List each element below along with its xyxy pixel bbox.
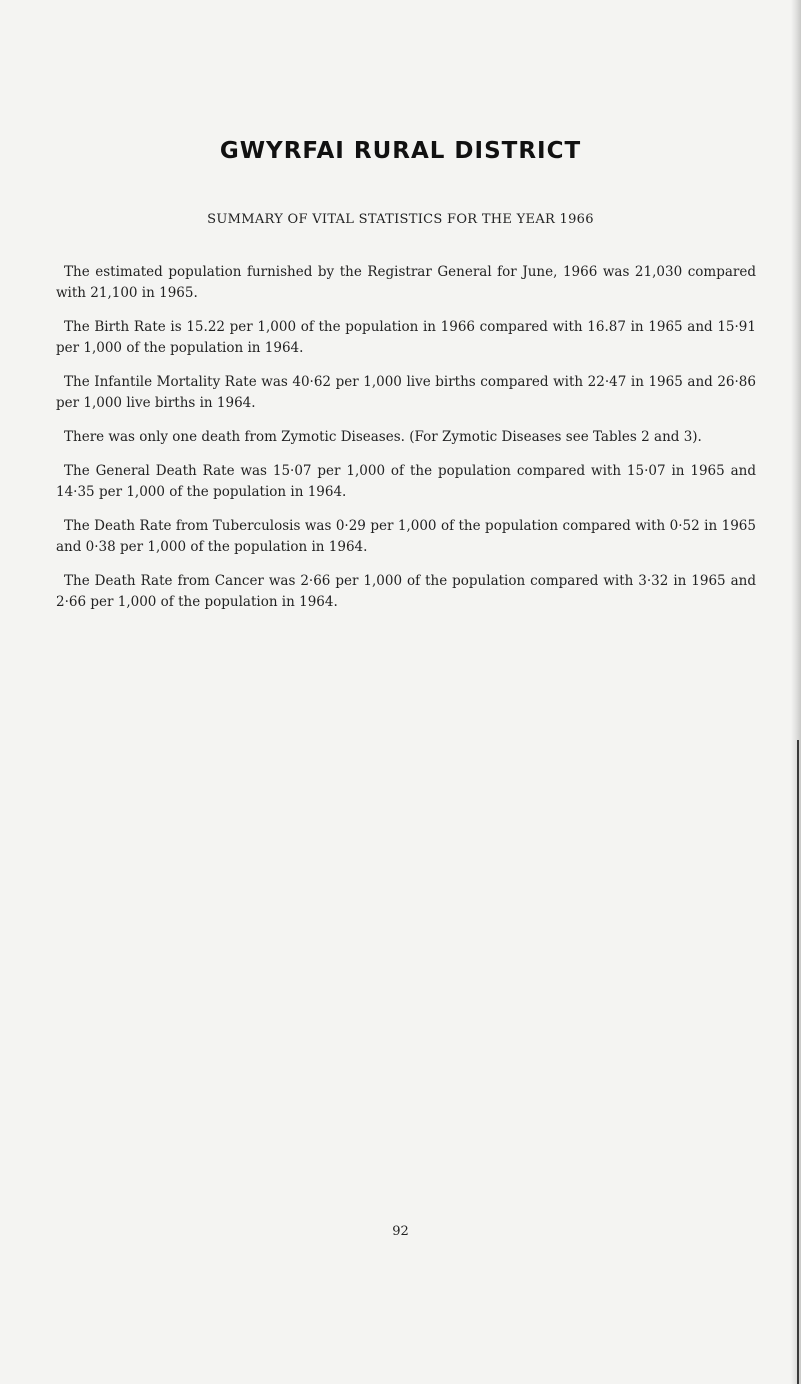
page-edge-shadow	[791, 0, 801, 1384]
paragraph-cancer: The Death Rate from Cancer was 2·66 per 1,000 of the population compared with 3·32 in 1965 and 2·66 per 1,000 of the population in 1964.	[56, 573, 756, 610]
paragraph-birth-rate: The Birth Rate is 15.22 per 1,000 of the population in 1966 compared with 16.87 in 1965 and 15·91 per 1,000 of the population in 1964.	[56, 319, 756, 356]
page-edge-line	[797, 740, 799, 1384]
paragraph-population: The estimated population furnished by the Registrar General for June, 1966 was 21,030 compared with 21,100 in 1965.	[56, 264, 756, 301]
page-number: 92	[392, 1224, 409, 1239]
paragraph-infantile-mortality: The Infantile Mortality Rate was 40·62 per 1,000 live births compared with 22·47 in 1965 and 26·86 per 1,000 live births in 1964.	[56, 374, 756, 411]
body-text	[56, 262, 756, 626]
document-title: GWYRFAI RURAL DISTRICT	[219, 138, 582, 164]
paragraph-general-death-rate: The General Death Rate was 15·07 per 1,000 of the population compared with 15·07 in 1965 and 14·35 per 1,000 of the population in 1964.	[56, 463, 756, 500]
paragraph-tuberculosis: The Death Rate from Tuberculosis was 0·29 per 1,000 of the population compared with 0·52 in 1965 and 0·38 per 1,000 of the population in 1964.	[56, 518, 756, 555]
paragraph-zymotic-diseases: There was only one death from Zymotic Diseases. (For Zymotic Diseases see Tables 2 and 3).	[64, 429, 702, 445]
document-subtitle: SUMMARY OF VITAL STATISTICS FOR THE YEAR 1966	[207, 212, 594, 227]
